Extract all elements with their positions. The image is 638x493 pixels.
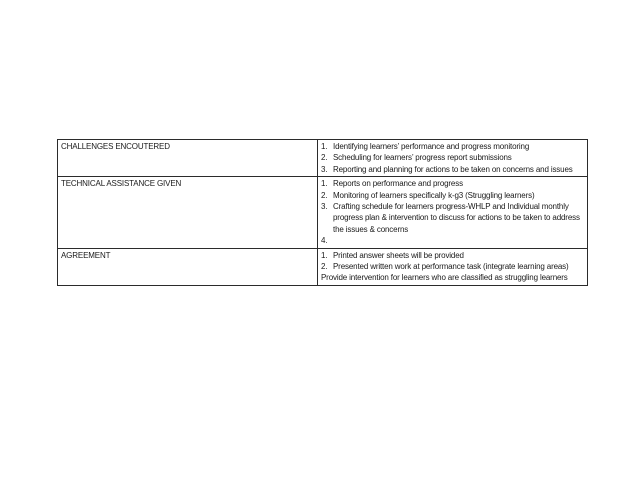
list-item-number: 2. [321, 190, 328, 200]
row-content-cell [318, 140, 588, 177]
list-item [321, 141, 584, 152]
list-item [321, 152, 584, 163]
list-item-number: 1. [321, 142, 328, 151]
list-item-text [333, 235, 584, 246]
row-label-cell [58, 140, 318, 177]
list-item [321, 250, 584, 261]
list-item-number: 1. [321, 250, 328, 260]
row-label: AGREEMENT [61, 250, 111, 260]
list-item-text: Scheduling for learners’ progress report submissions [333, 153, 512, 163]
list-item-text: Printed answer sheets will be provided [333, 250, 464, 260]
list-item-text: Presented written work at performance task (integrate learning areas) [333, 262, 569, 272]
list-item-number: 1. [321, 179, 328, 189]
numbered-list [321, 141, 584, 175]
list-item [321, 261, 584, 272]
list-item-text: Reporting and planning for actions to be taken on concerns and issues [333, 164, 573, 174]
list-item [321, 201, 584, 235]
list-item-text: Identifying learners’ performance and progress monitoring [333, 142, 530, 151]
list-item-text: Reports on performance and progress [333, 179, 463, 189]
row-label-cell [58, 248, 318, 285]
list-item-number: 2. [321, 262, 328, 272]
numbered-list [321, 178, 584, 246]
row-content-cell [318, 177, 588, 248]
list-item [321, 178, 584, 189]
agreement-note: Provide intervention for learners who are classified as struggling learners [321, 273, 568, 283]
table-row-technical-assistance [58, 177, 588, 248]
list-item [321, 164, 584, 175]
row-content-cell [318, 248, 588, 285]
list-item-number: 3. [321, 164, 328, 174]
numbered-list [321, 250, 584, 273]
row-label-cell [58, 177, 318, 248]
row-label: CHALLENGES ENCOUTERED [61, 142, 170, 151]
list-item-number: 4. [321, 236, 328, 246]
list-item [321, 190, 584, 201]
list-item-text: Crafting schedule for learners progress-WHLP and Individual monthly progress plan & intervention to discuss for actions to be taken to address the issues & concerns [333, 202, 580, 234]
table-row-challenges [58, 140, 588, 177]
list-item-number: 3. [321, 202, 328, 212]
report-table [57, 139, 588, 286]
list-item-text: Monitoring of learners specifically k-g3 (Struggling learners) [333, 190, 535, 200]
table-row-agreement [58, 248, 588, 285]
list-item-number: 2. [321, 153, 328, 163]
row-label: TECHNICAL ASSISTANCE GIVEN [61, 179, 182, 189]
list-item [321, 235, 584, 246]
